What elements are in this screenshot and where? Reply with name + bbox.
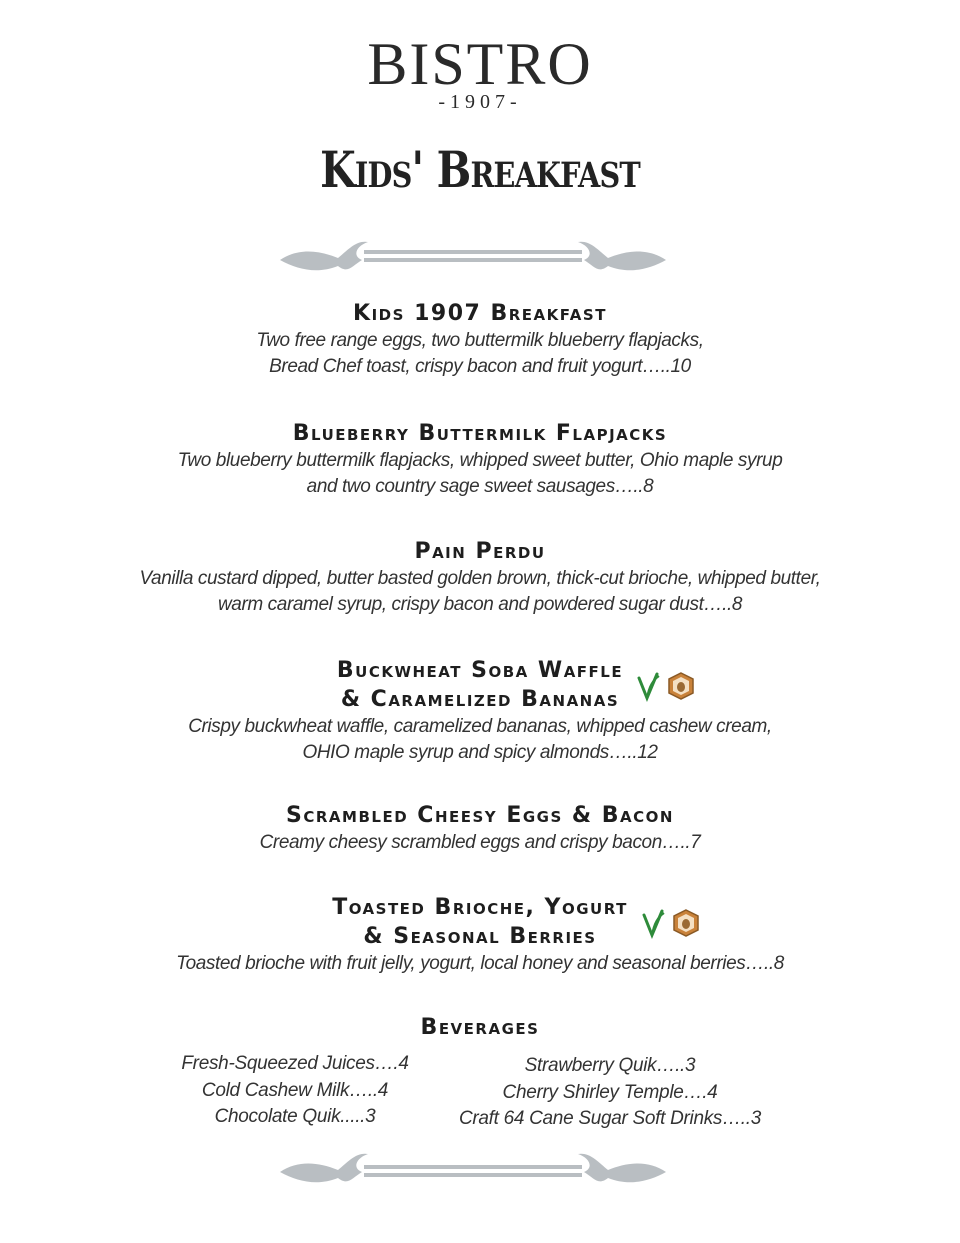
beverage-item: Strawberry Quik…..3 <box>524 1055 696 1076</box>
menu-item <box>0 299 960 380</box>
logo-name: BISTRO <box>367 31 593 97</box>
beverages-left-column <box>150 1051 440 1131</box>
menu-item <box>0 801 960 856</box>
item-name: Scrambled Cheesy Eggs & Bacon <box>286 803 674 828</box>
item-description: Toasted brioche with fruit jelly, yogurt, local honey and seasonal berries…..8 <box>176 953 784 974</box>
scroll-divider-icon <box>278 1148 668 1196</box>
item-description: Two free range eggs, two buttermilk blueberry flapjacks, Bread Chef toast, crispy bacon and fruit yogurt…..10 <box>256 330 704 377</box>
beverages-title: Beverages <box>420 1015 540 1040</box>
dietary-badges <box>633 670 703 704</box>
dietary-badges <box>638 907 708 941</box>
menu-item <box>0 893 960 977</box>
item-description: Vanilla custard dipped, butter basted golden brown, thick-cut brioche, whipped butter, warm caramel syrup, crispy bacon and powdered sugar dust…..8 <box>139 568 821 615</box>
vegan-icon <box>639 674 659 698</box>
item-description: Creamy cheesy scrambled eggs and crispy bacon…..7 <box>259 832 701 853</box>
vegan-icon <box>644 911 664 935</box>
beverage-item: Cold Cashew Milk…..4 <box>201 1079 389 1101</box>
item-name: Toasted Brioche, Yogurt & Seasonal Berries <box>332 895 628 949</box>
logo-year: -1907- <box>438 91 522 113</box>
item-description: Crispy buckwheat waffle, caramelized bananas, whipped cashew cream, OHIO maple syrup and spicy almonds…..12 <box>188 716 772 763</box>
item-description: Two blueberry buttermilk flapjacks, whipped sweet butter, Ohio maple syrup and two country sage sweet sausages…..8 <box>177 450 783 497</box>
scroll-divider-icon <box>278 230 668 278</box>
menu-item <box>0 656 960 766</box>
menu-item <box>0 419 960 500</box>
menu-title: Kids' Breakfast <box>320 140 640 199</box>
nut-icon <box>669 673 693 699</box>
beverage-item: Cherry Shirley Temple….4 <box>502 1081 718 1103</box>
restaurant-logo <box>0 31 960 113</box>
menu-item <box>0 537 960 618</box>
item-name: Buckwheat Soba Waffle & Caramelized Bananas <box>336 658 624 712</box>
beverage-item: Fresh-Squeezed Juices….4 <box>181 1053 409 1074</box>
nut-icon <box>674 910 698 936</box>
beverages-right-column <box>430 1053 790 1133</box>
beverages-section <box>0 1013 960 1042</box>
beverage-item: Craft 64 Cane Sugar Soft Drinks…..3 <box>458 1108 762 1129</box>
item-name: Kids 1907 Breakfast <box>353 301 607 326</box>
item-name: Pain Perdu <box>414 539 546 564</box>
item-name: Blueberry Buttermilk Flapjacks <box>292 421 668 446</box>
beverage-item: Chocolate Quik.....3 <box>214 1106 376 1127</box>
